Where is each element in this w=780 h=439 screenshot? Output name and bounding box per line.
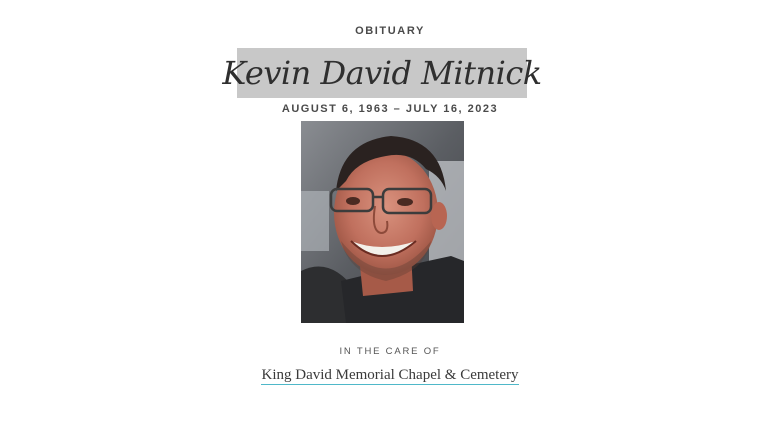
funeral-home-link[interactable]: King David Memorial Chapel & Cemetery	[261, 367, 519, 383]
obituary-eyebrow: OBITUARY	[355, 25, 425, 37]
funeral-home-container	[0, 366, 780, 384]
deceased-name: Kevin David Mitnick	[222, 54, 542, 92]
portrait-photo	[301, 121, 464, 323]
life-dates: AUGUST 6, 1963 – JULY 16, 2023	[281, 103, 499, 115]
portrait-image	[301, 121, 464, 323]
care-label: IN THE CARE OF	[339, 346, 441, 357]
name-highlight	[222, 48, 542, 98]
